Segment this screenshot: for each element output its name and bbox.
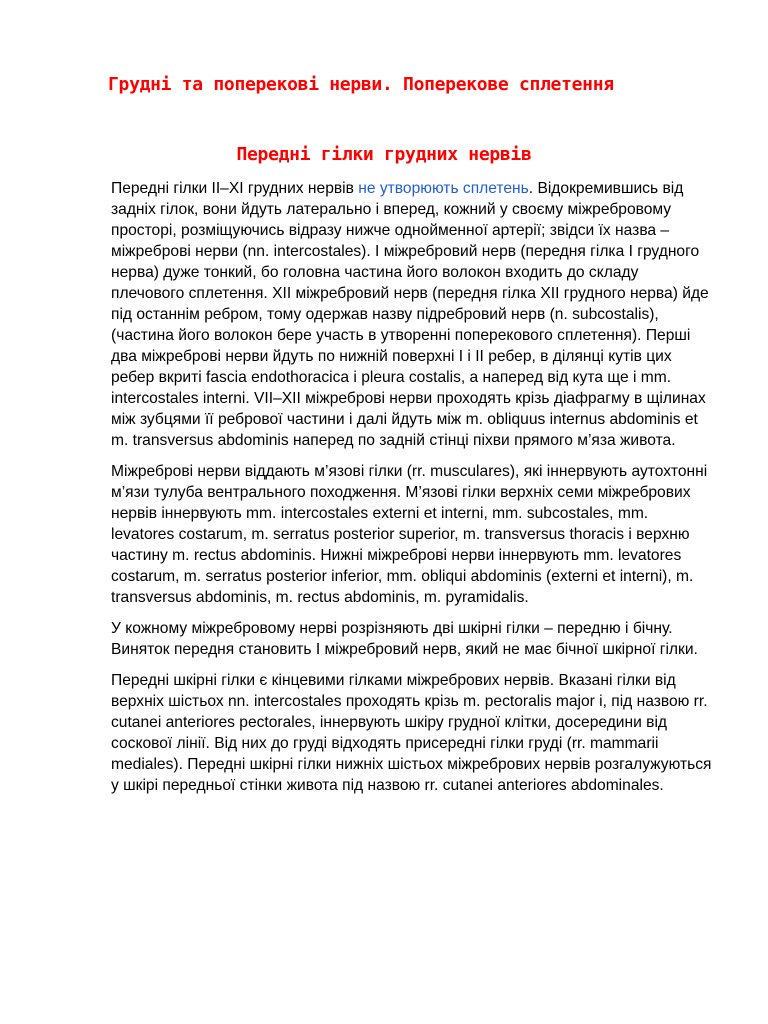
paragraph-1 [111,178,715,451]
paragraph-3: У кожному міжребровому нерві розрізняють дві шкірні гілки – передню і бічну. Виняток передня становить I міжребровий нерв, який не має бічної шкірної гілки. [111,620,698,658]
paragraph-2: Міжреброві нерви віддають м’язові гілки (rr. musculares), які іннервують аутохтонні м’язи тулуба вентрального походження. М’язові гілки верхніх семи міжребрових нервів іннервують mm. intercostales externi et interni, mm. subcostales, mm. levatores costarum, m. serratus posterior superior, m. transversus thoracis і верхню частину m. rectus abdominis. Нижні міжреброві нерви іннервують mm. levatores costarum, m. serratus posterior inferior, mm. obliqui abdominis (externi et interni), m. transversus abdominis, m. rectus abdominis, m. pyramidalis. [111,463,708,606]
document-title: Грудні та поперекові нерви. Поперекове сплетення [108,74,614,95]
paragraph-1-text: . Відокремившись від задніх гілок, вони йдуть латерально і вперед, кожний у своєму міжребровому просторі, розміщуючись відразу нижче однойменної артерії; звідси їх назва – міжреброві нерви (nn. intercostales). I міжребровий нерв (передня гілка I грудного нерва) дуже тонкий, бо головна частина його волокон входить до складу плечового сплетення. XII міжребровий нерв (передня гілка XII грудного нерва) йде під останнім ребром, тому одержав назву підребровий нерв (n. subcostalis), (частина його волокон бере участь в утворенні поперекового сплетення). Перші два міжреброві нерви йдуть по нижній поверхні I і II ребер, в ділянці кутів цих ребер вкриті fascia endothoracica і pleura costalis, а наперед від кута ще і mm. intercostales interni. VII–XII міжреброві нерви проходять крізь діафрагму в щілинах між зубцями її ребрової частини і далі йдуть між m. obliquus internus abdominis et m. transversus abdominis наперед по задній стінці піхви прямого м’яза живота. [111,180,709,449]
section-heading: Передні гілки грудних нервів [236,144,532,165]
highlighted-phrase: не утворюють сплетень [358,180,529,197]
body-text [111,178,715,806]
paragraph-4: Передні шкірні гілки є кінцевими гілками міжребрових нервів. Вказані гілки від верхніх шістьох nn. intercostales проходять крізь m. pectoralis major і, під назвою rr. cutanei anteriores pectorales, іннервують шкіру грудної клітки, досередини від соскової лінії. Від них до груді відходять присередні гілки груді (rr. mammarii mediales). Передні шкірні гілки нижніх шістьох міжребрових нервів розгалужуються у шкірі передньої стінки живота під назвою rr. cutanei anteriores abdominales. [111,672,712,794]
paragraph-1-lead: Передні гілки II–XI грудних нервів [111,180,359,197]
